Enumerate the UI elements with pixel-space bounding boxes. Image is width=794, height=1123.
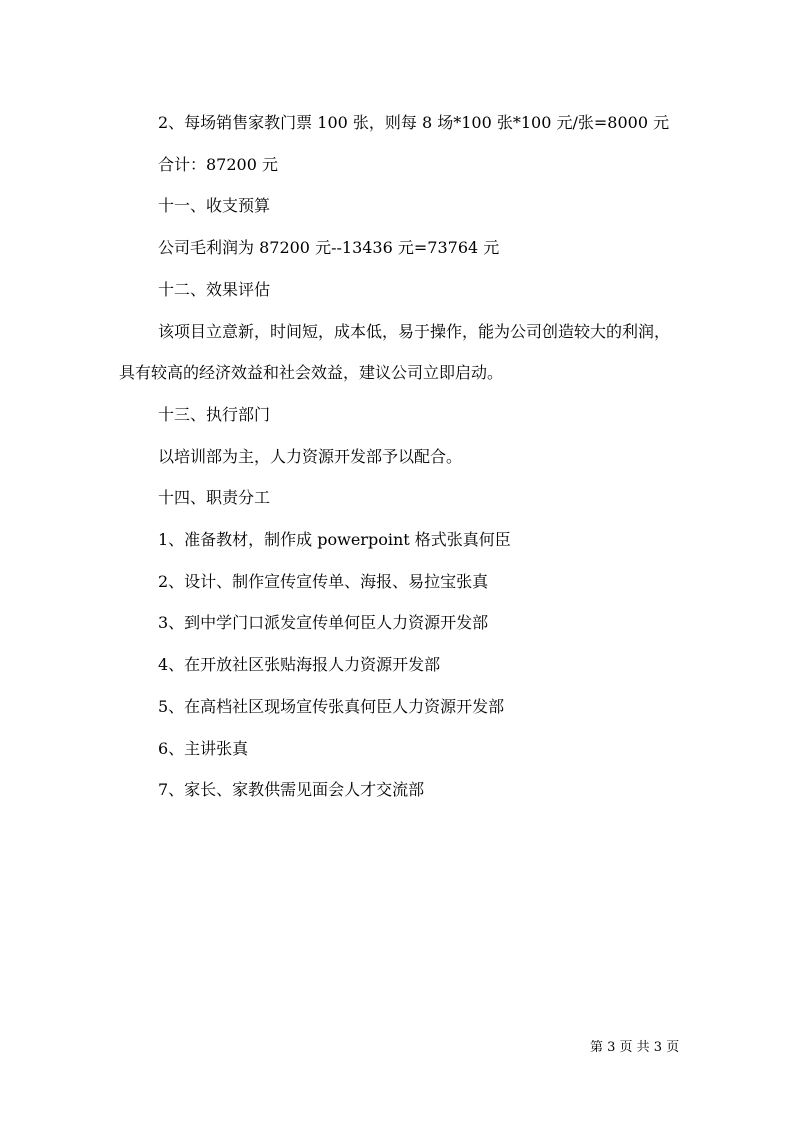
list-item: 2、设计、制作宣传宣传单、海报、易拉宝张真 [158, 571, 489, 591]
heading-execution-department: 十三、执行部门 [158, 404, 271, 424]
list-item: 7、家长、家教供需见面会人才交流部 [158, 780, 425, 800]
paragraph-total: 合计：87200 元 [158, 154, 278, 174]
list-item: 1、准备教材，制作成 powerpoint 格式张真何臣 [158, 530, 511, 550]
heading-responsibilities: 十四、职责分工 [158, 488, 271, 508]
paragraph-evaluation: 该项目立意新，时间短，成本低，易于操作，能为公司创造较大的利润，具有较高的经济效益和社会效益，建议公司立即启动。 [119, 321, 671, 383]
paragraph-gross-profit: 公司毛利润为 87200 元--13436 元=73764 元 [158, 238, 500, 258]
heading-budget: 十一、收支预算 [158, 196, 271, 216]
paragraph-execution-department: 以培训部为主，人力资源开发部予以配合。 [158, 446, 463, 466]
list-item: 4、在开放社区张贴海报人力资源开发部 [158, 655, 441, 675]
list-item: 6、主讲张真 [158, 738, 249, 758]
heading-evaluation: 十二、效果评估 [158, 279, 271, 299]
paragraph-ticket-sales: 2、每场销售家教门票 100 张，则每 8 场*100 张*100 元/张=8000 元 [158, 113, 670, 132]
list-item: 3、到中学门口派发宣传单何臣人力资源开发部 [158, 613, 489, 633]
document-body [119, 102, 677, 811]
list-item: 5、在高档社区现场宣传张真何臣人力资源开发部 [158, 696, 505, 716]
page-number: 第 3 页 共 3 页 [590, 1040, 680, 1055]
